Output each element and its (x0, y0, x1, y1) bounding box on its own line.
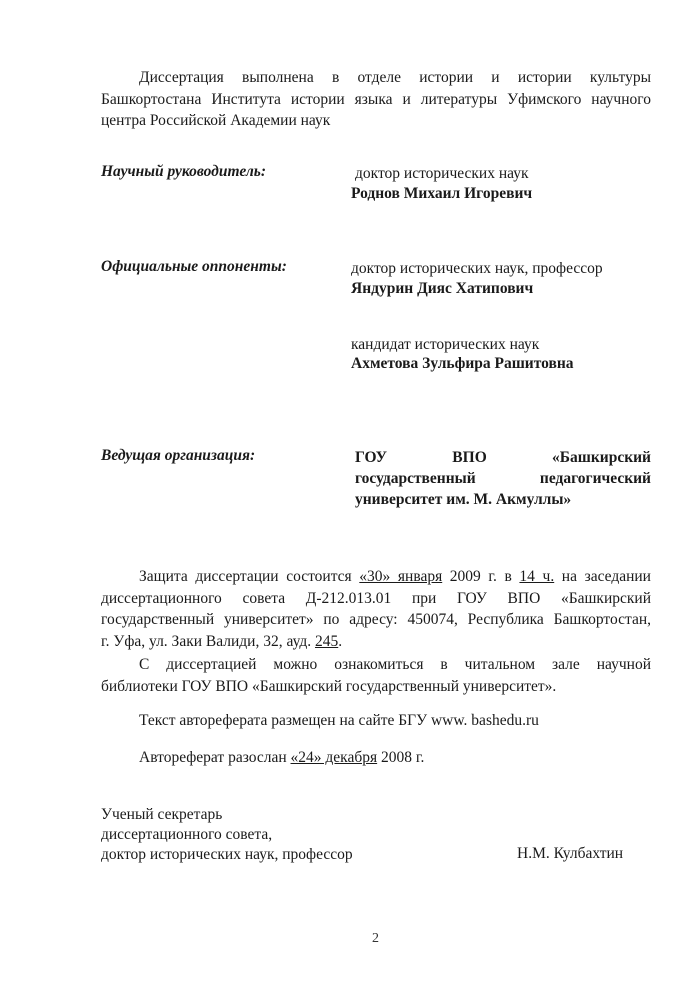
library-paragraph (101, 654, 651, 697)
defense-text-c: на заседании (554, 568, 651, 585)
opponent-2-degree: кандидат исторических наук (351, 336, 540, 353)
sent-text-b: 2008 г. (377, 749, 425, 766)
library-line-2: библиотеки ГОУ ВПО «Башкирский государственный университет». (101, 677, 557, 695)
signature-line-1: Ученый секретарь (101, 806, 223, 823)
defense-paragraph (101, 566, 651, 652)
defense-date: «30» января (359, 568, 443, 585)
opponent-1-name: Яндурин Дияс Хатипович (351, 280, 534, 297)
signature-line-3: доктор исторических наук, профессор (101, 846, 353, 863)
defense-line-2: диссертационного совета Д-212.013.01 при ГОУ ВПО «Башкирский (101, 589, 651, 607)
sent-text-a: Автореферат разослан (139, 749, 291, 766)
website-text: Текст автореферата размещен на сайте БГУ www. bashedu.ru (139, 712, 539, 729)
defense-line-3: государственный университет» по адресу: 450074, Республика Башкортостан, (101, 611, 651, 628)
supervisor-degree: доктор исторических наук (355, 165, 529, 182)
defense-time: 14 ч. (519, 568, 555, 585)
defense-room: 245 (314, 632, 339, 650)
signature-block (101, 805, 353, 865)
library-line-1: С диссертацией можно ознакомиться в читальном зале научной (139, 656, 651, 673)
defense-text-a: Защита диссертации состоится (139, 568, 360, 585)
leading-org-line-3: университет им. М. Акмуллы» (355, 491, 572, 508)
defense-line-4 (101, 631, 651, 653)
intro-line-2: Башкортостана Института истории языка и литературы Уфимского научного (101, 90, 651, 108)
opponents-label: Официальные оппоненты: (101, 258, 287, 275)
opponent-2-name: Ахметова Зульфира Рашитовна (351, 355, 574, 372)
opponent-1-degree: доктор исторических наук, профессор (351, 260, 603, 277)
leading-org-line-1: ГОУ ВПО «Башкирский (355, 449, 651, 466)
defense-period: . (338, 632, 343, 650)
signature-line-2: диссертационного совета, (101, 826, 273, 843)
leading-org-value (355, 447, 651, 510)
page-number: 2 (372, 931, 379, 946)
intro-paragraph (101, 67, 651, 132)
sent-text (139, 747, 424, 768)
sent-date: «24» декабря (290, 749, 378, 766)
supervisor-name: Роднов Михаил Игоревич (351, 185, 533, 202)
intro-line-1: Диссертация выполнена в отделе истории и истории культуры (139, 69, 651, 86)
defense-line-1 (101, 566, 651, 588)
signature-name: Н.М. Кулбахтин (517, 845, 624, 862)
defense-text-b: 2009 г. в (442, 568, 520, 585)
defense-address: г. Уфа, ул. Заки Валиди, 32, ауд. (101, 632, 315, 650)
intro-line-3: центра Российской Академии наук (101, 112, 331, 129)
leading-org-label: Ведущая организация: (101, 447, 256, 464)
leading-org-line-2: государственный педагогический (355, 470, 651, 487)
supervisor-label: Научный руководитель: (101, 163, 267, 180)
